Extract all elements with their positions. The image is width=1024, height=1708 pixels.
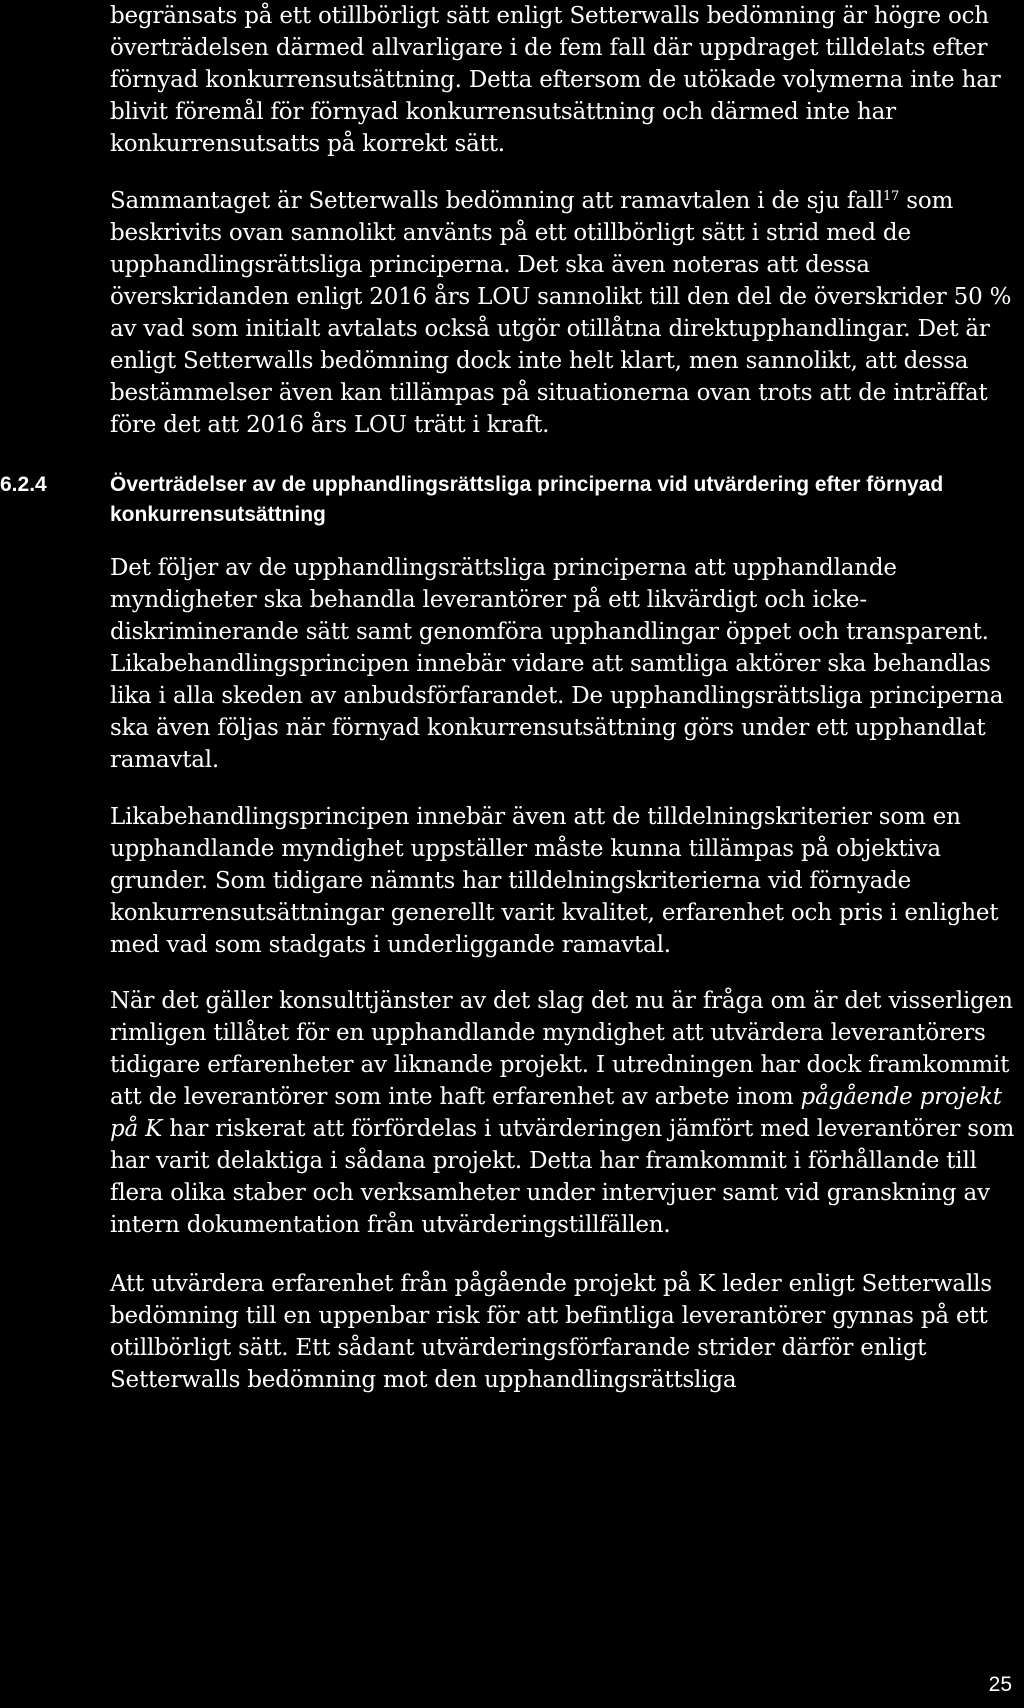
paragraph-consultancy-evaluation [110,985,1020,1241]
paragraph-consultancy-text-end: har riskerat att förfördelas i utvärderingen jämfört med leverantörer som har varit delaktiga i sådana projekt. Detta har framkommit i förhållande till flera olika staber och verksamheter under intervjuer samt vid granskning av intern dokumentation från utvärderingstillfällen. [110,1116,1015,1238]
paragraph-summary [110,185,1020,441]
footnote-reference: 17 [882,189,900,204]
paragraph-equal-treatment: Likabehandlingsprincipen innebär även att de tilldelningskriterier som en upphandlande myndighet uppställer måste kunna tillämpas på objektiva grunder. Som tidigare nämnts har tilldelningskriterierna vid förnyade konkurrensutsättningar generellt varit kvalitet, erfarenhet och pris i enlighet med vad som stadgats i underliggande ramavtal. [110,804,999,958]
paragraph-principles: Det följer av de upphandlingsrättsliga principerna att upphandlande myndigheter ska behandla leverantörer på ett likvärdigt och icke-diskriminerande sätt samt genomföra upphandlingar öppet och transparent. Likabehandlingsprincipen innebär vidare att samtliga aktörer ska behandlas lika i alla skeden av anbudsförfarandet. De upphandlingsrättsliga principerna ska även följas när förnyad konkurrensutsättning görs under ett upphandlat ramavtal. [110,555,1004,773]
paragraph-summary-text-start: Sammantaget är Setterwalls bedömning att ramavtalen i de sju fall [110,188,883,214]
page-number: 25 [988,1673,1012,1696]
paragraph-intro-continuation: begränsats på ett otillbörligt sätt enligt Setterwalls bedömning är högre och överträdelsen därmed allvarligare i de fem fall där uppdraget tilldelats efter förnyad konkurrensutsättning. Detta eftersom de utökade volymerna inte har blivit föremål för förnyad konkurrensutsättning och därmed inte har konkurrensutsatts på korrekt sätt. [110,3,1001,157]
italic-ongoing-projects: pågående projekt på K [110,1084,1002,1142]
section-number: 6.2.4 [0,473,47,496]
section-title: Överträdelser av de upphandlingsrättsliga principerna vid utvärdering efter förnyad konkurrensutsättning [110,473,944,526]
paragraph-conclusion: Att utvärdera erfarenhet från pågående projekt på K leder enligt Setterwalls bedömning till en uppenbar risk för att befintliga leverantörer gynnas på ett otillbörligt sätt. Ett sådant utvärderingsförfarande strider därför enligt Setterwalls bedömning mot den upphandlingsrättsliga [110,1271,992,1393]
paragraph-consultancy-text-start: När det gäller konsulttjänster av det slag det nu är fråga om är det visserligen rimligen tillåtet för en upphandlande myndighet att utvärdera leverantörers tidigare erfarenheter av liknande projekt. I utredningen har dock framkommit att de leverantörer som inte haft erfarenhet av arbete inom [110,988,1013,1110]
paragraph-summary-text-end: som beskrivits ovan sannolikt använts på ett otillbörligt sätt i strid med de upphandlingsrättsliga principerna. Det ska även noteras att dessa överskridanden enligt 2016 års LOU sannolikt till den del de överskrider 50 % av vad som initialt avtalats också utgör otillåtna direktupphandlingar. Det är enligt Setterwalls bedömning dock inte helt klart, men sannolikt, att dessa bestämmelser även kan tillämpas på situationerna ovan trots att de inträffat före det att 2016 års LOU trätt i kraft. [110,188,1012,438]
